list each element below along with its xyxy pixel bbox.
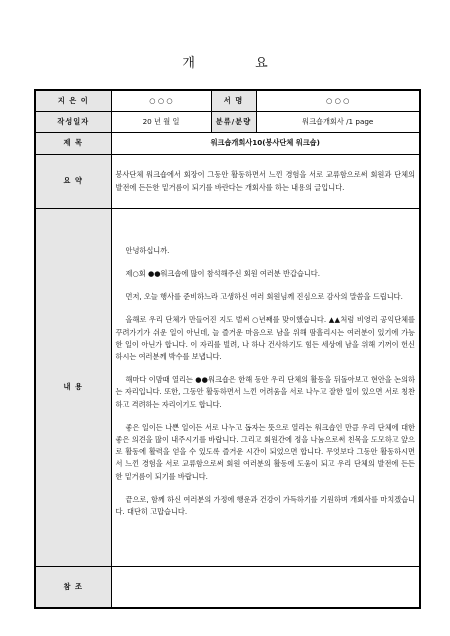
subject-value: 워크숍개회사10(봉사단체 워크숍) bbox=[111, 132, 420, 154]
category-value: 워크숍개회사 /1 page bbox=[256, 111, 420, 132]
content-paragraph: 끝으로, 함께 하신 여러분의 가정에 행운과 건강이 가득하기를 기원하며 개회사를 마치겠습니다. 대단히 고맙습니다. bbox=[115, 494, 415, 517]
signature-value: ○ ○ ○ bbox=[256, 90, 420, 111]
date-value: 20 년 월 일 bbox=[111, 111, 211, 132]
signature-label: 서 명 bbox=[211, 90, 256, 111]
content-label: 내 용 bbox=[35, 208, 111, 566]
reference-value bbox=[111, 566, 420, 608]
summary-label: 요 약 bbox=[35, 154, 111, 208]
category-label: 분류/분량 bbox=[211, 111, 256, 132]
content-paragraph: 올해로 우리 단체가 만들어진 지도 벌써 ○년째를 맞이했습니다. ▲▲처럼 비영리 공익단체를 꾸려가기가 쉬운 일이 아닌데, 늘 즐거운 마음으로 남을 위해 땀흘리시는 여러분이 있기에 가능한 일이 아닌가 합니다. 이 자리를 빌려, 나 하나 건사하기도 힘든 세상에 남을 위해 기꺼이 헌신하시는 여러분께 박수를 보냅니다. bbox=[115, 315, 415, 361]
summary-text: 봉사단체 워크숍에서 회장이 그동안 활동하면서 느낀 경험을 서로 교류함으로써 회원과 단체의 발전에 든든한 밑거름이 되기를 바란다는 개회사를 하는 내용의 글입니다. bbox=[111, 154, 420, 208]
content-body bbox=[111, 208, 420, 566]
author-value: ○ ○ ○ bbox=[111, 90, 211, 111]
content-paragraph: 먼저, 오늘 행사를 준비하느라 고생하신 여러 회원님께 진심으로 감사의 말씀을 드립니다. bbox=[125, 292, 403, 302]
subject-label: 제 목 bbox=[35, 132, 111, 154]
content-paragraph: 안녕하십니까. bbox=[125, 245, 170, 255]
summary-form-table bbox=[34, 89, 421, 609]
content-paragraph: 해마다 이맘때 열리는 ●●워크숍은 한해 동안 우리 단체의 활동을 뒤돌아보고 현안을 논의하는 자리입니다. 또한, 그동안 활동하면서 느낀 어려움을 서로 나누고 잘한 일이 있으면 서로 칭찬하고 격려하는 자리이기도 합니다. bbox=[115, 375, 415, 409]
date-label: 작성일자 bbox=[35, 111, 111, 132]
author-label: 지 은 이 bbox=[35, 90, 111, 111]
content-paragraph: 좋은 일이든 나쁜 일이든 서로 나누고 돕자는 뜻으로 열리는 워크숍인 만큼 우리 단체에 대한 좋은 의견을 많이 내주시기를 바랍니다. 그리고 회원간에 정을 나눔으로써 친목을 도모하고 앞으로 활동에 활력을 얻을 수 있도록 즐거운 시간이 되었으면 합니다. 무엇보다 그동안 활동하시면서 느낀 경험을 서로 교류함으로써 회원 여러분의 활동에 도움이 되고 우리 단체의 발전에 든든한 밑거름이 되기를 바랍니다. bbox=[115, 422, 415, 481]
content-paragraph: 제○회 ●●워크숍에 많이 참석해주신 회원 여러분 반갑습니다. bbox=[125, 268, 321, 278]
document-title: 개 요 bbox=[182, 56, 296, 71]
reference-label: 참 조 bbox=[35, 566, 111, 608]
